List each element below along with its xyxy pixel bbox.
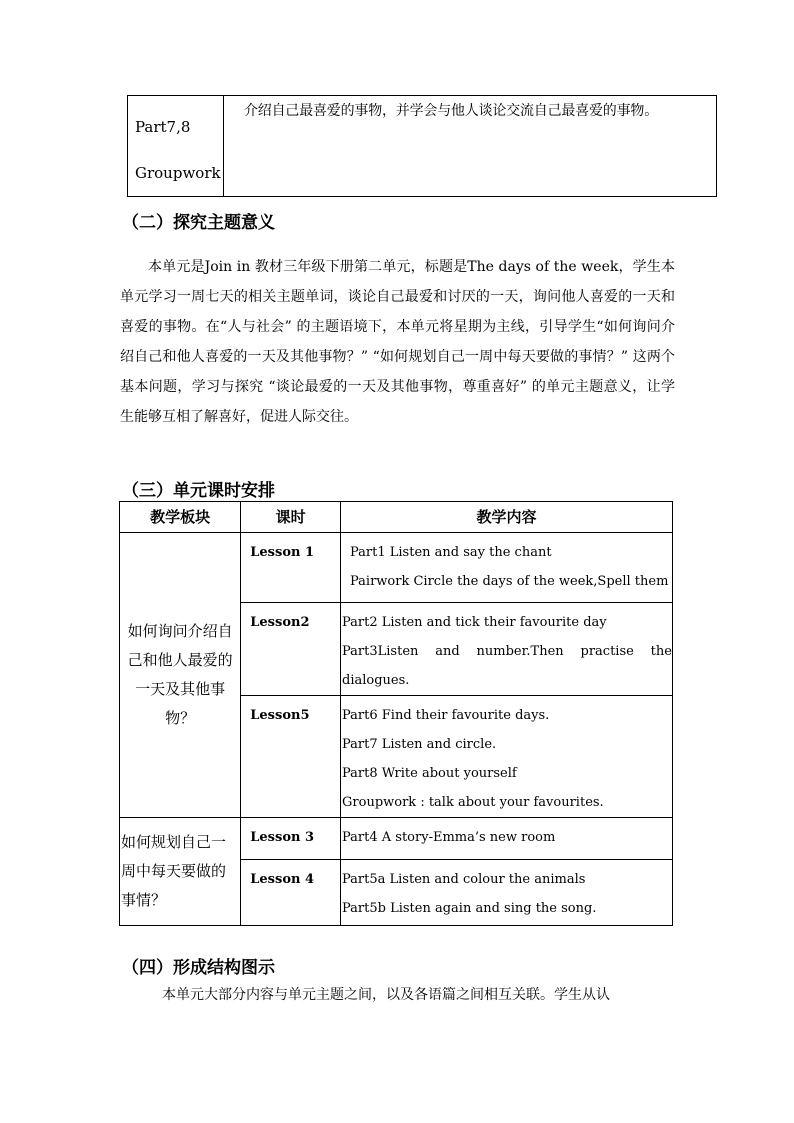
section4-heading: （四）形成结构图示 [122, 958, 275, 978]
module-cell: 如何规划自己一周中每天要做的事情？ [120, 818, 241, 926]
justified-word: Part3Listen [342, 644, 419, 659]
section2-heading: （二）探究主题意义 [122, 213, 275, 233]
content-line: Part7 Listen and circle. [342, 737, 497, 752]
header-lesson: 课时 [241, 502, 341, 533]
lesson-name: Lesson2 [241, 603, 341, 696]
justified-word: practise [580, 644, 634, 659]
schedule-header-row [120, 502, 673, 533]
content-line: Part1 Listen and say the chant [350, 545, 552, 560]
section3-heading: （三）单元课时安排 [122, 481, 275, 501]
content-line-justified [342, 637, 672, 666]
lesson-content [341, 860, 673, 926]
lesson-content [341, 603, 673, 696]
top-table [127, 95, 717, 197]
part-label: Part7,8 [135, 118, 191, 136]
content-line: Groupwork : talk about your favourites. [342, 795, 604, 810]
header-module: 教学板块 [120, 502, 241, 533]
content-line: Part4 A story-Emma’s new room [342, 830, 556, 845]
justified-word: the [650, 644, 672, 659]
section2-paragraph-text: 本单元是Join in 教材三年级下册第二单元，标题是The days of the week，学生本单元学习一周七天的相关主题单词，谈论自己最爱和讨厌的一天，询问他人喜爱的一天和喜爱的事物。在“人与社会” 的主题语境下，本单元将星期为主线，引导学生“如何询问介绍自己和他人喜爱的一天及其他事物？” “如何规划自己一周中每天要做的事情？” 这两个基本问题，学习与探究 “谈论最爱的一天及其他事物，尊重喜好” 的单元主题意义，让学生能够互相了解喜好，促进人际交往。 [120, 259, 675, 425]
justified-word: and [435, 644, 460, 659]
table-row [120, 533, 673, 603]
lesson-content [341, 818, 673, 860]
lesson-name: Lesson 1 [241, 533, 341, 603]
content-line: Part6 Find their favourite days. [342, 708, 550, 723]
lesson-name: Lesson5 [241, 696, 341, 818]
module-cell: 如何询问介绍自己和他人最爱的一天及其他事物？ [120, 533, 241, 818]
table-row [120, 818, 673, 860]
lesson-name: Lesson 3 [241, 818, 341, 860]
lesson-name: Lesson 4 [241, 860, 341, 926]
schedule-table [119, 501, 673, 926]
top-table-label-cell [128, 96, 224, 197]
group-label: Groupwork [135, 164, 221, 182]
section4-paragraph: 本单元大部分内容与单元主题之间，以及各语篇之间相互关联。学生从认 [162, 987, 610, 1003]
justified-word: number.Then [476, 644, 564, 659]
content-line: dialogues. [342, 673, 410, 688]
content-line: Part2 Listen and tick their favourite day [342, 615, 607, 630]
content-line: Part5b Listen again and sing the song. [342, 901, 597, 916]
lesson-content [341, 696, 673, 818]
top-table-description: 介绍自己最喜爱的事物，并学会与他人谈论交流自己最喜爱的事物。 [224, 96, 717, 197]
content-line: Part8 Write about yourself [342, 766, 517, 781]
section2-paragraph [120, 252, 675, 432]
header-content: 教学内容 [341, 502, 673, 533]
content-line: Part5a Listen and colour the animals [342, 872, 586, 887]
lesson-content [341, 533, 673, 603]
content-line: Pairwork Circle the days of the week,Spell them [350, 574, 669, 589]
